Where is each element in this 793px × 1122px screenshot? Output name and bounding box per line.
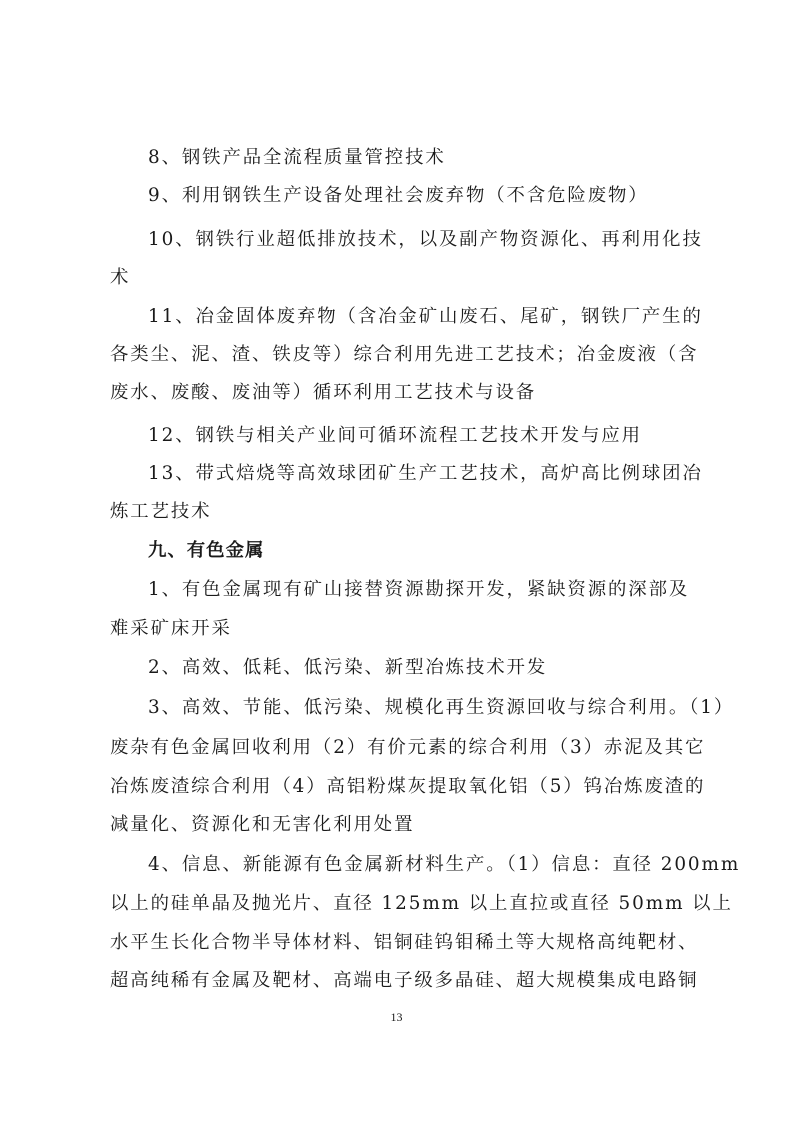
paragraph-section9-item-4-line-2: 以上的硅单晶及抛光片、直径 125mm 以上直拉或直径 50mm 以上 — [110, 893, 733, 914]
paragraph-section9-item-1-line-1: 1、有色金属现有矿山接替资源勘探开发，紧缺资源的深部及 — [148, 579, 690, 600]
paragraph-item-11-line-1: 11、冶金固体废弃物（含冶金矿山废石、尾矿，钢铁厂产生的 — [148, 306, 703, 327]
paragraph-section9-item-4-line-3: 水平生长化合物半导体材料、铝铜硅钨钼稀土等大规格高纯靶材、 — [110, 932, 699, 953]
paragraph-section9-item-3-line-3: 冶炼废渣综合利用（4）高铝粉煤灰提取氧化铝（5）钨冶炼废渣的 — [110, 776, 706, 797]
paragraph-item-10-line-2: 术 — [110, 267, 131, 288]
page-number: 13 — [390, 1010, 403, 1024]
paragraph-item-11-line-3: 废水、废酸、废油等）循环利用工艺技术与设备 — [110, 382, 537, 403]
paragraph-item-11-line-2: 各类尘、泥、渣、铁皮等）综合利用先进工艺技术；冶金废液（含 — [110, 344, 699, 365]
paragraph-item-12: 12、钢铁与相关产业间可循环流程工艺技术开发与应用 — [148, 425, 642, 446]
paragraph-item-9: 9、利用钢铁生产设备处理社会废弃物（不含危险废物） — [148, 185, 649, 206]
paragraph-item-8: 8、钢铁产品全流程质量管控技术 — [148, 147, 446, 168]
paragraph-section9-item-2: 2、高效、低耗、低污染、新型冶炼技术开发 — [148, 657, 548, 678]
paragraph-item-13-line-2: 炼工艺技术 — [110, 501, 212, 522]
paragraph-section9-item-3-line-2: 废杂有色金属回收利用（2）有价元素的综合利用（3）赤泥及其它 — [110, 737, 706, 758]
paragraph-item-10-line-1: 10、钢铁行业超低排放技术，以及副产物资源化、再利用化技 — [148, 229, 703, 250]
paragraph-section9-item-3-line-4: 减量化、资源化和无害化利用处置 — [110, 814, 415, 835]
paragraph-item-13-line-1: 13、带式焙烧等高效球团矿生产工艺技术，高炉高比例球团冶 — [148, 463, 703, 484]
paragraph-section9-item-4-line-1: 4、信息、新能源有色金属新材料生产。（1）信息：直径 200mm — [148, 854, 741, 875]
section-heading: 九、有色金属 — [148, 540, 265, 561]
paragraph-section9-item-1-line-2: 难采矿床开采 — [110, 618, 232, 639]
paragraph-section9-item-3-line-1: 3、高效、节能、低污染、规模化再生资源回收与综合利用。（1） — [148, 697, 735, 718]
paragraph-section9-item-4-line-4: 超高纯稀有金属及靶材、高端电子级多晶硅、超大规模集成电路铜 — [110, 970, 699, 991]
